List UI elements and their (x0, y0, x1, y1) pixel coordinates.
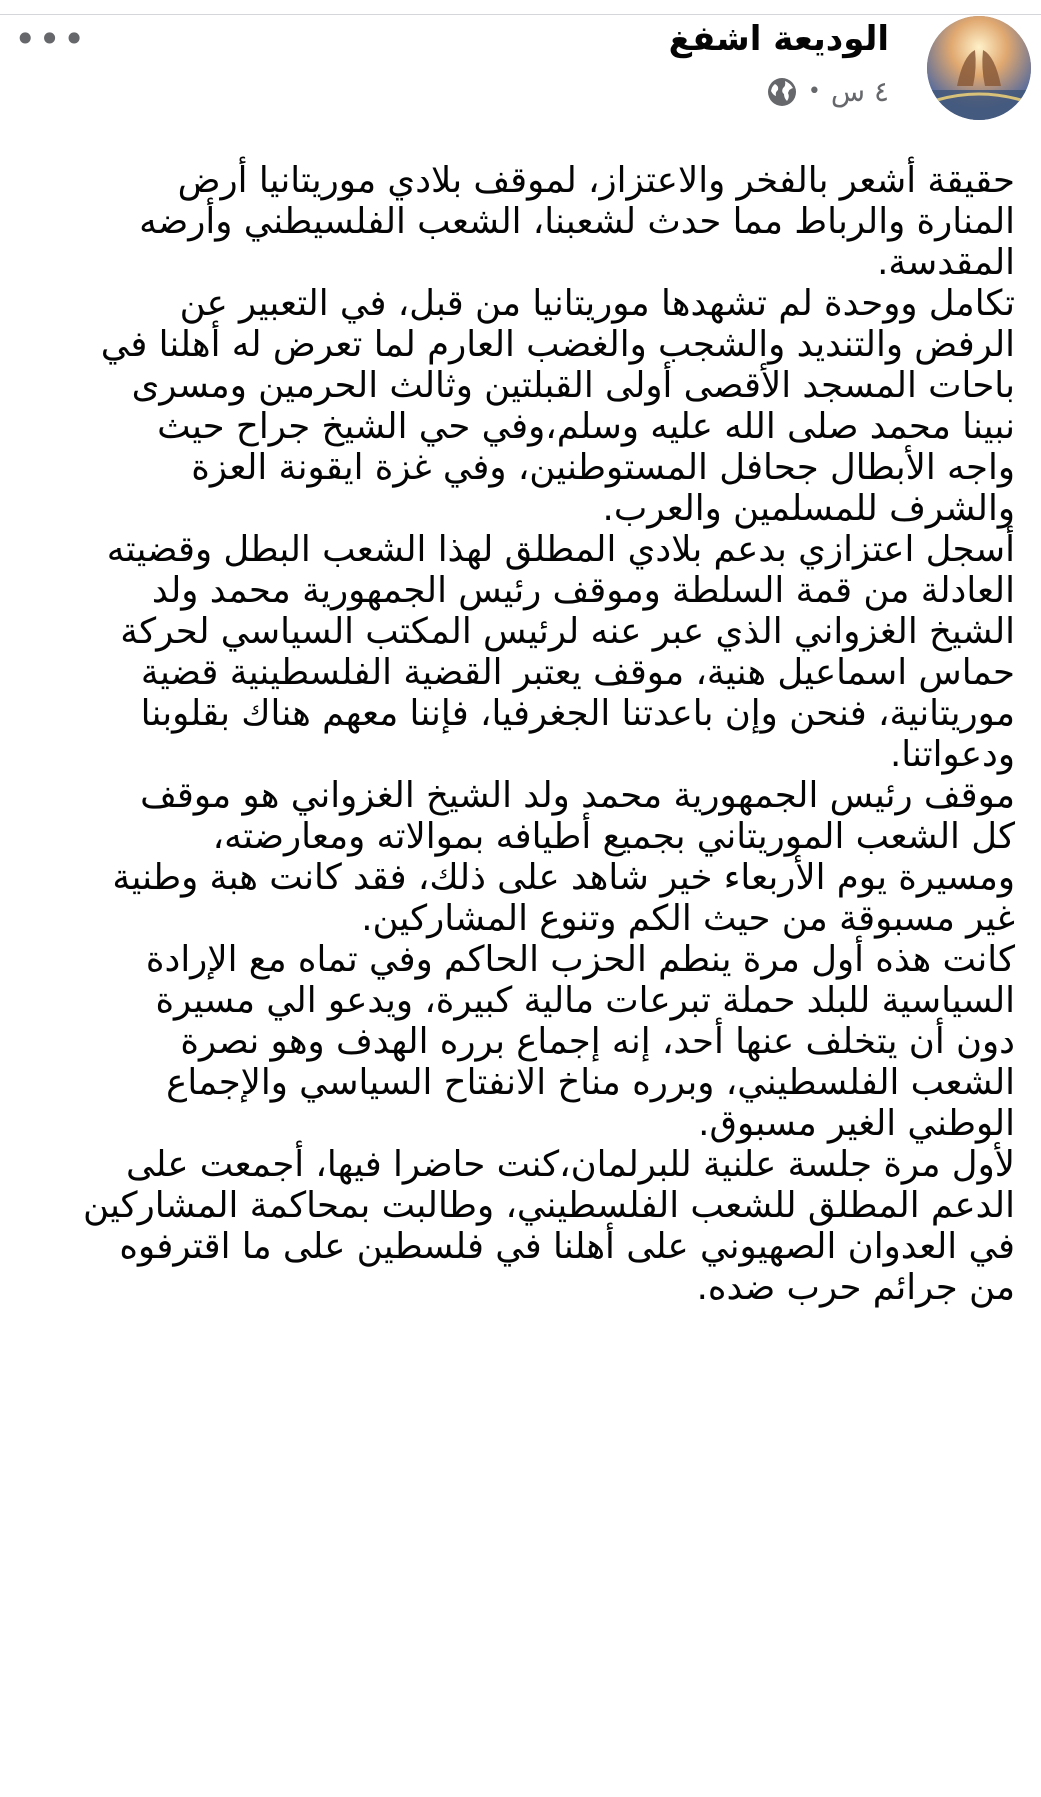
post-text-line: تكامل ووحدة لم تشهدها موريتانيا من قبل، في التعبير عن (179, 283, 1015, 324)
avatar-image (927, 16, 1031, 120)
post-text-line: في العدوان الصهيوني على أهلنا في فلسطين على ما اقترفوه (119, 1226, 1015, 1267)
post-text-line: الرفض والتنديد والشجب والغضب العارم لما تعرض له أهلنا في (100, 324, 1015, 365)
post-text-line: أسجل اعتزازي بدعم بلادي المطلق لهذا الشعب البطل وقضيته (106, 529, 1015, 570)
post-text-line: كانت هذه أول مرة ينطم الحزب الحاكم وفي تماه مع الإرادة (145, 939, 1015, 980)
post-header (0, 14, 1041, 124)
more-options-icon[interactable]: ••• (14, 17, 88, 61)
post-paragraph (14, 529, 1015, 775)
post-time[interactable]: ٤ س (830, 75, 889, 108)
post-text-line: موريتانية، فنحن وإن باعدتنا الجغرفيا، فإننا معهم هناك بقلوبنا (140, 693, 1015, 734)
globe-icon[interactable] (766, 76, 798, 108)
post-text-line: موقف رئيس الجمهورية محمد ولد الشيخ الغزواني هو موقف (140, 775, 1015, 816)
post-paragraph (14, 283, 1015, 529)
post-paragraph (14, 160, 1015, 283)
post-paragraph (14, 775, 1015, 939)
post-text-line: الدعم المطلق للشعب الفلسطيني، وطالبت بمحاكمة المشاركين (82, 1185, 1015, 1226)
post-text-line: الشيخ الغزواني الذي عبر عنه لرئيس المكتب السياسي لحركة (120, 611, 1015, 652)
post-text-line: والشرف للمسلمين والعرب. (602, 488, 1015, 529)
post-text (14, 160, 1015, 1308)
post-text-line: ومسيرة يوم الأربعاء خير شاهد على ذلك، فقد كانت هبة وطنية (112, 857, 1015, 898)
post-text-line: السياسية للبلد حملة تبرعات مالية كبيرة، ويدعو الي مسيرة (155, 980, 1015, 1021)
post-text-line: واجه الأبطال جحافل المستوطنين، وفي غزة ايقونة العزة (191, 447, 1015, 488)
post-text-line: حماس اسماعيل هنية، موقف يعتبر القضية الفلسطينية قضية (140, 652, 1015, 693)
post-text-line: المقدسة. (877, 242, 1015, 283)
post-text-line: دون أن يتخلف عنها أحد، إنه إجماع برره الهدف وهو نصرة (180, 1021, 1015, 1062)
post-paragraph (14, 1144, 1015, 1308)
post-text-line: العادلة من قمة السلطة وموقف رئيس الجمهورية محمد ولد (151, 570, 1015, 611)
post-text-line: باحات المسجد الأقصى أولى القبلتين وثالث الحرمين ومسرى (131, 365, 1015, 406)
post-meta (766, 72, 889, 112)
post-paragraph (14, 939, 1015, 1144)
author-avatar[interactable] (927, 16, 1031, 120)
post-text-line: الوطني الغير مسبوق. (698, 1103, 1015, 1144)
post-text-line: المنارة والرباط مما حدث لشعبنا، الشعب الفلسيطني وأرضه (139, 201, 1015, 242)
post-text-line: من جرائم حرب ضده. (696, 1267, 1015, 1308)
meta-separator: • (807, 79, 821, 104)
post-text-line: كل الشعب الموريتاني بجميع أطيافه بموالاته ومعارضته، (212, 816, 1015, 857)
author-name[interactable]: الوديعة اشفغ (668, 19, 889, 59)
post-text-line: ودعواتنا. (889, 734, 1015, 775)
post-text-line: غير مسبوقة من حيث الكم وتنوع المشاركين. (361, 898, 1015, 939)
post-text-line: الشعب الفلسطيني، وبرره مناخ الانفتاح السياسي والإجماع (166, 1062, 1015, 1103)
post-text-line: حقيقة أشعر بالفخر والاعتزاز، لموقف بلادي موريتانيا أرض (177, 160, 1015, 201)
post-text-line: نبينا محمد صلى الله عليه وسلم،وفي حي الشيخ جراح حيث (157, 406, 1015, 447)
post-text-line: لأول مرة جلسة علنية للبرلمان،كنت حاضرا فيها، أجمعت على (126, 1144, 1015, 1185)
